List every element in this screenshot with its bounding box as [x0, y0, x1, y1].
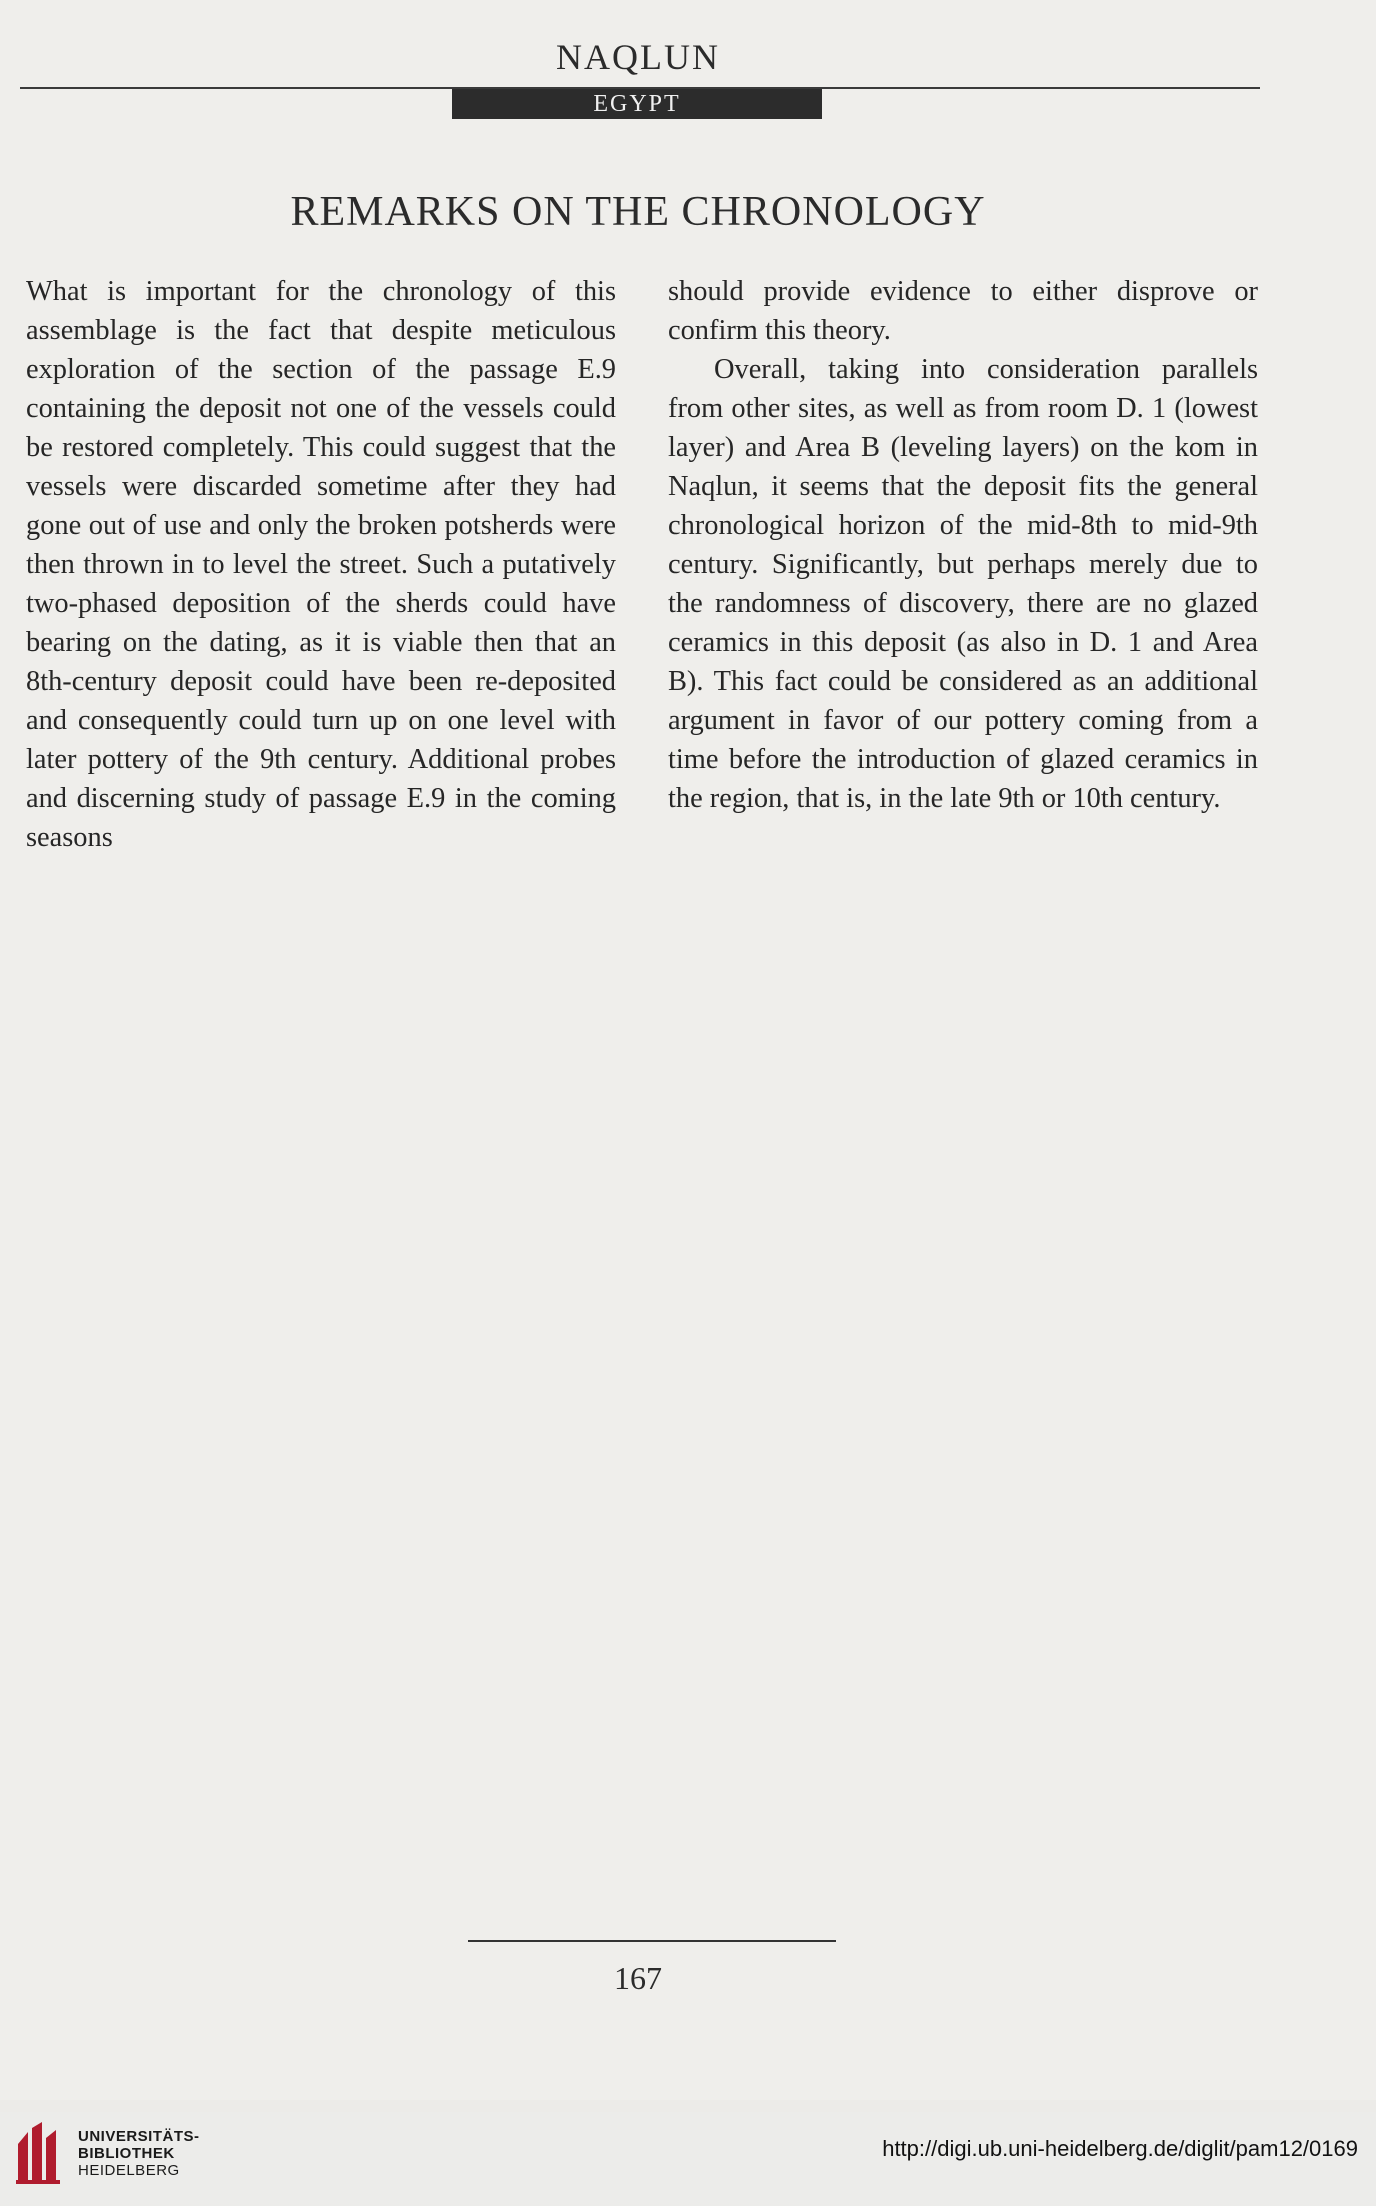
library-name-line-2: BIBLIOTHEK [78, 2145, 175, 2162]
body-paragraph: What is important for the chronology of this assemblage is the fact that despite meticulous exploration of the section of the passage E.9 containing the deposit not one of the vessels could be restored completely. This could suggest that the vessels were discarded sometime after they had gone out of use and only the broken potsherds were then thrown in to level the street. Such a putatively two-phased deposition of the sherds could have bearing on the dating, as it is viable then that an 8th-century deposit could have been re-deposited and consequently could turn up on one level with later pottery of the 9th century. Additional probes and discerning study of passage E.9 in the coming seasons [26, 276, 616, 853]
page-number: 167 [614, 1960, 662, 1996]
permalink-url[interactable]: http://digi.ub.uni-heidelberg.de/diglit/pam12/0169 [882, 2136, 1358, 2161]
heidelberg-library-logo-icon [12, 2120, 66, 2186]
library-name[interactable] [78, 2128, 200, 2179]
library-name-line-3: HEIDELBERG [78, 2162, 180, 2179]
body-paragraph: should provide evidence to either disprove or confirm this theory. [668, 276, 1258, 346]
library-name-line-1: UNIVERSITÄTS- [78, 2128, 200, 2145]
footer-rule [468, 1940, 836, 1942]
body-paragraph: Overall, taking into consideration parallels from other sites, as well as from room D. 1 (lowest layer) and Area B (leveling layers) on the kom in Naqlun, it seems that the deposit fits the general chronological horizon of the mid-8th to mid-9th century. Significantly, but perhaps merely due to the randomness of discovery, there are no glazed ceramics in this deposit (as also in D. 1 and Area B). This fact could be considered as an additional argument in favor of our pottery coming from a time before the introduction of glazed ceramics in the region, that is, in the late 9th or 10th century. [668, 354, 1258, 814]
left-column [26, 272, 616, 857]
running-header-subtitle: EGYPT [452, 89, 822, 119]
right-column [668, 272, 1258, 818]
section-title: REMARKS ON THE CHRONOLOGY [290, 189, 986, 235]
running-header-title: NAQLUN [556, 37, 720, 77]
